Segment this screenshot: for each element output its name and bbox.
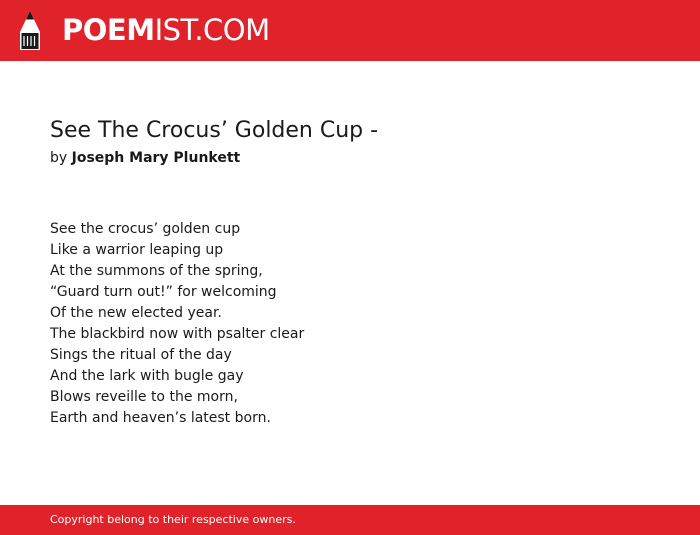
poem-line: Blows reveille to the morn, (50, 389, 238, 405)
site-logo[interactable] (62, 13, 270, 47)
poem-line: Sings the ritual of the day (50, 347, 232, 363)
poem-line: See the crocus’ golden cup (50, 221, 241, 237)
site-footer (0, 505, 700, 535)
poem-line: “Guard turn out!” for welcoming (50, 284, 277, 300)
poem-line: And the lark with bugle gay (50, 368, 244, 384)
logo-light-text: IST.COM (154, 13, 270, 47)
byline (50, 148, 240, 168)
poem-body (50, 219, 304, 429)
poem-title: See The Crocus’ Golden Cup - (50, 118, 379, 143)
poem-line: Earth and heaven’s latest born. (50, 410, 271, 426)
poem-line: Of the new elected year. (50, 305, 222, 321)
poem-line: At the summons of the spring, (50, 263, 263, 279)
pencil-icon[interactable] (18, 10, 42, 52)
author-name: Joseph Mary Plunkett (71, 150, 241, 166)
copyright-notice: Copyright belong to their respective owners. (50, 513, 296, 526)
poem-line: The blackbird now with psalter clear (50, 326, 305, 342)
logo-strong-text: POEM (62, 13, 155, 47)
site-header (0, 0, 700, 61)
poem-line: Like a warrior leaping up (50, 242, 224, 258)
by-label: by (50, 150, 68, 166)
